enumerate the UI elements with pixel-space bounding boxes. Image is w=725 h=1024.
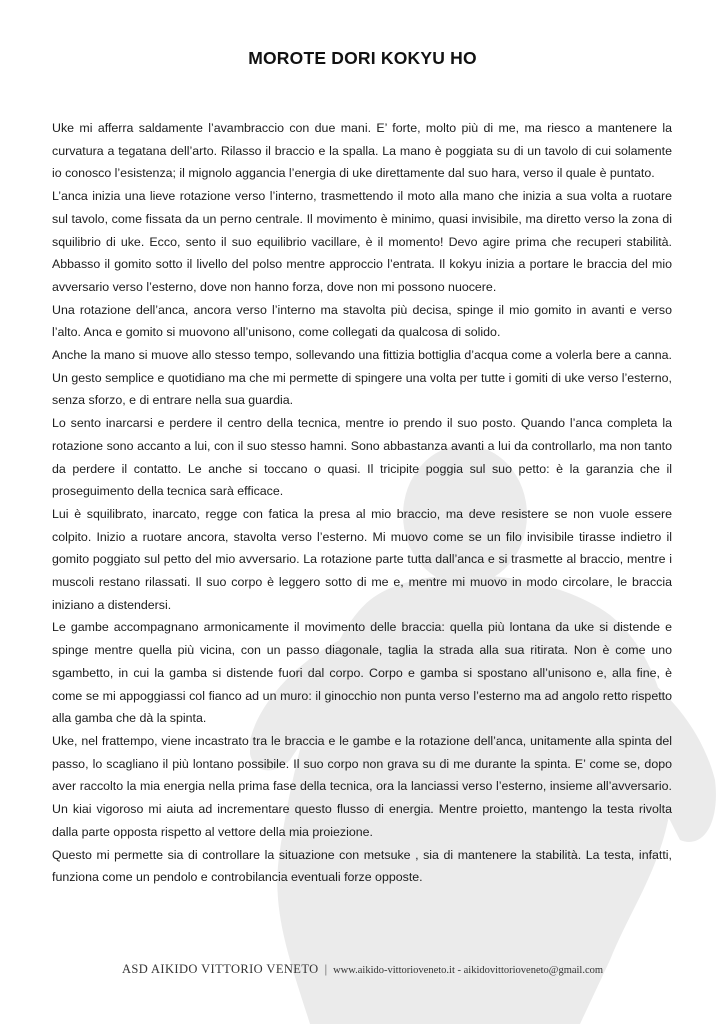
footer-separator: | [324,962,328,976]
paragraph: Una rotazione dell’anca, ancora verso l’interno ma stavolta più decisa, spinge il mio gomito in avanti e verso l’alto. Anca e gomito si muovono all’unisono, come collegati da qualcosa di solido. [52,302,672,340]
footer-organization: ASD AIKIDO VITTORIO VENETO [121,962,319,976]
paragraph: Le gambe accompagnano armonicamente il movimento delle braccia: quella più lontana da uke si distende e spinge mentre quella più vicina, con un passo diagonale, taglia la strada alla sua ritirata. Non è come uno sgambetto, in cui la gamba si distende fuori dal corpo. Corpo e gamba si spostano all’unisono e, alla fine, è come se mi appoggiassi col fianco ad un muro: il ginocchio non punta verso l’esterno ma ad angolo retto rispetto alla gamba che dà la spinta. [52,620,672,726]
paragraph: L’anca inizia una lieve rotazione verso l’interno, trasmettendo il moto alla mano che inizia a sua volta a ruotare sul tavolo, come fissata da un perno centrale. Il movimento è minimo, quasi invisibile, ma diretto verso la zona di squilibrio di uke. Ecco, sento il suo equilibrio vacillare, è il momento! Devo agire prima che recuperi stabilità. Abbasso il gomito sotto il livello del polso mentre approccio l’entrata. Il kokyu inizia a portare le braccia del mio avversario verso l’esterno, dove non hanno forza, dove non mi possono nuocere. [52,189,672,294]
paragraph: Uke, nel frattempo, viene incastrato tra le braccia e le gambe e la rotazione dell’anca, unitamente alla spinta del passo, lo scagliano il più lontano possibile. Il suo corpo non grava su di me durante la spinta. E’ come se, dopo aver raccolto la mia energia nella prima fase della tecnica, ora la lanciassi verso l’esterno, insieme all’avversario. Un kiai vigoroso mi aiuta ad incrementare questo flusso di energia. Mentre proietto, mantengo la testa rivolta dalla parte opposta rispetto al vettore della mia proiezione. [52,733,672,839]
page-footer [0,960,725,978]
paragraph: Anche la mano si muove allo stesso tempo, sollevando una fittizia bottiglia d’acqua come a volerla bere a canna. Un gesto semplice e quotidiano ma che mi permette di spingere una volta per tutte i gomiti di uke verso l’esterno, senza sforzo, e di entrare nella sua guardia. [52,348,672,408]
paragraph: Lo sento inarcarsi e perdere il centro della tecnica, mentre io prendo il suo posto. Quando l’anca completa la rotazione sono accanto a lui, con il suo stesso hamni. Sono abbastanza avanti a lui da controllarlo, ma non tanto da perdere il contatto. Le anche si toccano o quasi. Il tricipite poggia sul suo petto: è la garanzia che il proseguimento della tecnica sarà efficace. [52,416,672,499]
page-title: MOROTE DORI KOKYU HO [248,48,477,68]
footer-contact: www.aikido-vittorioveneto.it - aikidovittorioveneto@gmail.com [333,965,604,976]
paragraph: Questo mi permette sia di controllare la situazione con metsuke , sia di mantenere la stabilità. La testa, infatti, funziona come un pendolo e controbilancia eventuali forze opposte. [52,847,672,885]
article-body [52,117,672,889]
paragraph: Uke mi afferra saldamente l’avambraccio con due mani. E’ forte, molto più di me, ma riesco a mantenere la curvatura a tegatana dell’arto. Rilasso il braccio e la spalla. La mano è poggiata su di un tavolo di cui solamente io conosco l’esistenza; il mignolo aggancia l’energia di uke direttamente dal suo hara, verso il quale è puntato. [52,121,672,181]
paragraph: Lui è squilibrato, inarcato, regge con fatica la presa al mio braccio, ma deve resistere se non vuole essere colpito. Inizio a ruotare ancora, stavolta verso l’esterno. Mi muovo come se un filo invisibile tirasse indietro il gomito poggiato sul petto del mio avversario. La rotazione parte tutta dall’anca e si trasmette al braccio, mentre i muscoli restano rilassati. Il suo corpo è leggero sotto di me e, mentre mi muovo in modo circolare, le braccia iniziano a distendersi. [52,506,672,612]
